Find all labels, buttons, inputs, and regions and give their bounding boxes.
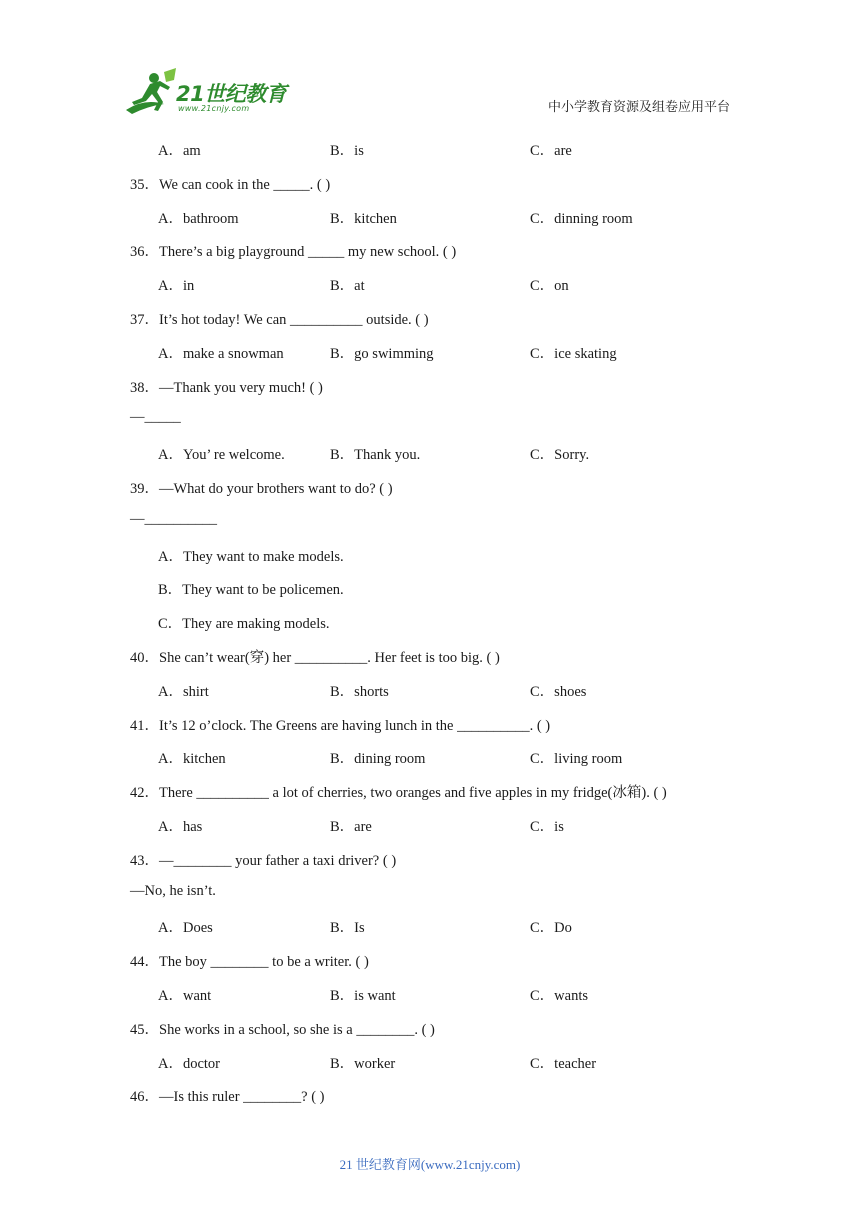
question-text: 38．—Thank you very much! ( ) bbox=[130, 379, 323, 396]
question-text: —No, he isn’t. bbox=[130, 882, 216, 899]
question-text: 41．It’s 12 o’clock. The Greens are having lunch in the __________. ( ) bbox=[130, 717, 551, 734]
answer-option: A．Does bbox=[158, 920, 213, 937]
answer-option: C．ice skating bbox=[530, 345, 617, 362]
question-text: 36．There’s a big playground _____ my new school. ( ) bbox=[130, 244, 457, 261]
answer-option: B．Is bbox=[330, 920, 365, 937]
answer-option: C．are bbox=[530, 143, 572, 159]
question-text: —__________ bbox=[130, 510, 217, 527]
answer-option: C．dinning room bbox=[530, 210, 633, 227]
answer-option: C．teacher bbox=[530, 1055, 597, 1072]
question-text: 39．—What do your brothers want to do? ( ) bbox=[130, 481, 393, 497]
question-text: 35．We can cook in the _____. ( ) bbox=[130, 176, 331, 193]
logo-url: www.21cnjy.com bbox=[178, 104, 250, 113]
answer-option: B．worker bbox=[330, 1055, 396, 1072]
answer-option: A．You’ re welcome. bbox=[158, 447, 285, 464]
question-text: 37．It’s hot today! We can __________ outside. ( ) bbox=[130, 312, 429, 328]
answer-option: A．kitchen bbox=[158, 751, 226, 768]
answer-option: B．Thank you. bbox=[330, 447, 421, 464]
answer-option: A．bathroom bbox=[158, 210, 239, 227]
answer-option: C．living room bbox=[530, 751, 623, 768]
answer-option: B．dining room bbox=[330, 751, 426, 768]
answer-option: A．doctor bbox=[158, 1055, 221, 1072]
logo bbox=[124, 68, 294, 116]
answer-option: B．kitchen bbox=[330, 210, 397, 227]
answer-option: A．am bbox=[158, 143, 201, 159]
answer-option: C．Sorry. bbox=[530, 447, 590, 464]
logo-text: 21世纪教育 bbox=[176, 82, 287, 106]
runner-logo-icon bbox=[124, 68, 180, 116]
answer-option: B．at bbox=[330, 278, 365, 295]
page-header bbox=[0, 0, 860, 130]
answer-option: C．on bbox=[530, 278, 569, 295]
answer-option: A．shirt bbox=[158, 683, 209, 700]
question-text: 40．She can’t wear(穿) her __________. Her feet is too big. ( ) bbox=[130, 650, 500, 666]
page-footer: 21 世纪教育网(www.21cnjy.com) bbox=[339, 1157, 521, 1172]
answer-option: A．want bbox=[158, 988, 212, 1004]
question-text: 44．The boy ________ to be a writer. ( ) bbox=[130, 954, 369, 971]
platform-label: 中小学教育资源及组卷应用平台 bbox=[547, 100, 730, 115]
answer-option: B．is want bbox=[330, 988, 396, 1004]
answer-option: A．in bbox=[158, 278, 195, 295]
answer-option: C．shoes bbox=[530, 683, 587, 700]
answer-option: A．make a snowman bbox=[158, 345, 284, 362]
answer-option: A．has bbox=[158, 819, 203, 835]
answer-option: B．is bbox=[330, 143, 364, 159]
question-text: 46．—Is this ruler ________? ( ) bbox=[130, 1089, 325, 1106]
answer-option: C．They are making models. bbox=[158, 616, 330, 633]
answer-option: C．Do bbox=[530, 920, 572, 937]
question-text: 43．—________ your father a taxi driver? ( ) bbox=[130, 852, 397, 869]
question-text: 45．She works in a school, so she is a ________. ( ) bbox=[130, 1021, 435, 1038]
answer-option: B．go swimming bbox=[330, 345, 434, 362]
answer-option: B．shorts bbox=[330, 683, 389, 700]
answer-option: B．They want to be policemen. bbox=[158, 582, 344, 599]
answer-option: C．wants bbox=[530, 988, 588, 1004]
answer-option: B．are bbox=[330, 819, 372, 835]
answer-option: A．They want to make models. bbox=[158, 548, 344, 565]
answer-option: C．is bbox=[530, 819, 564, 835]
question-text: 42．There __________ a lot of cherries, two oranges and five apples in my fridge(冰箱). ( ) bbox=[130, 785, 667, 802]
question-text: —_____ bbox=[130, 409, 181, 426]
